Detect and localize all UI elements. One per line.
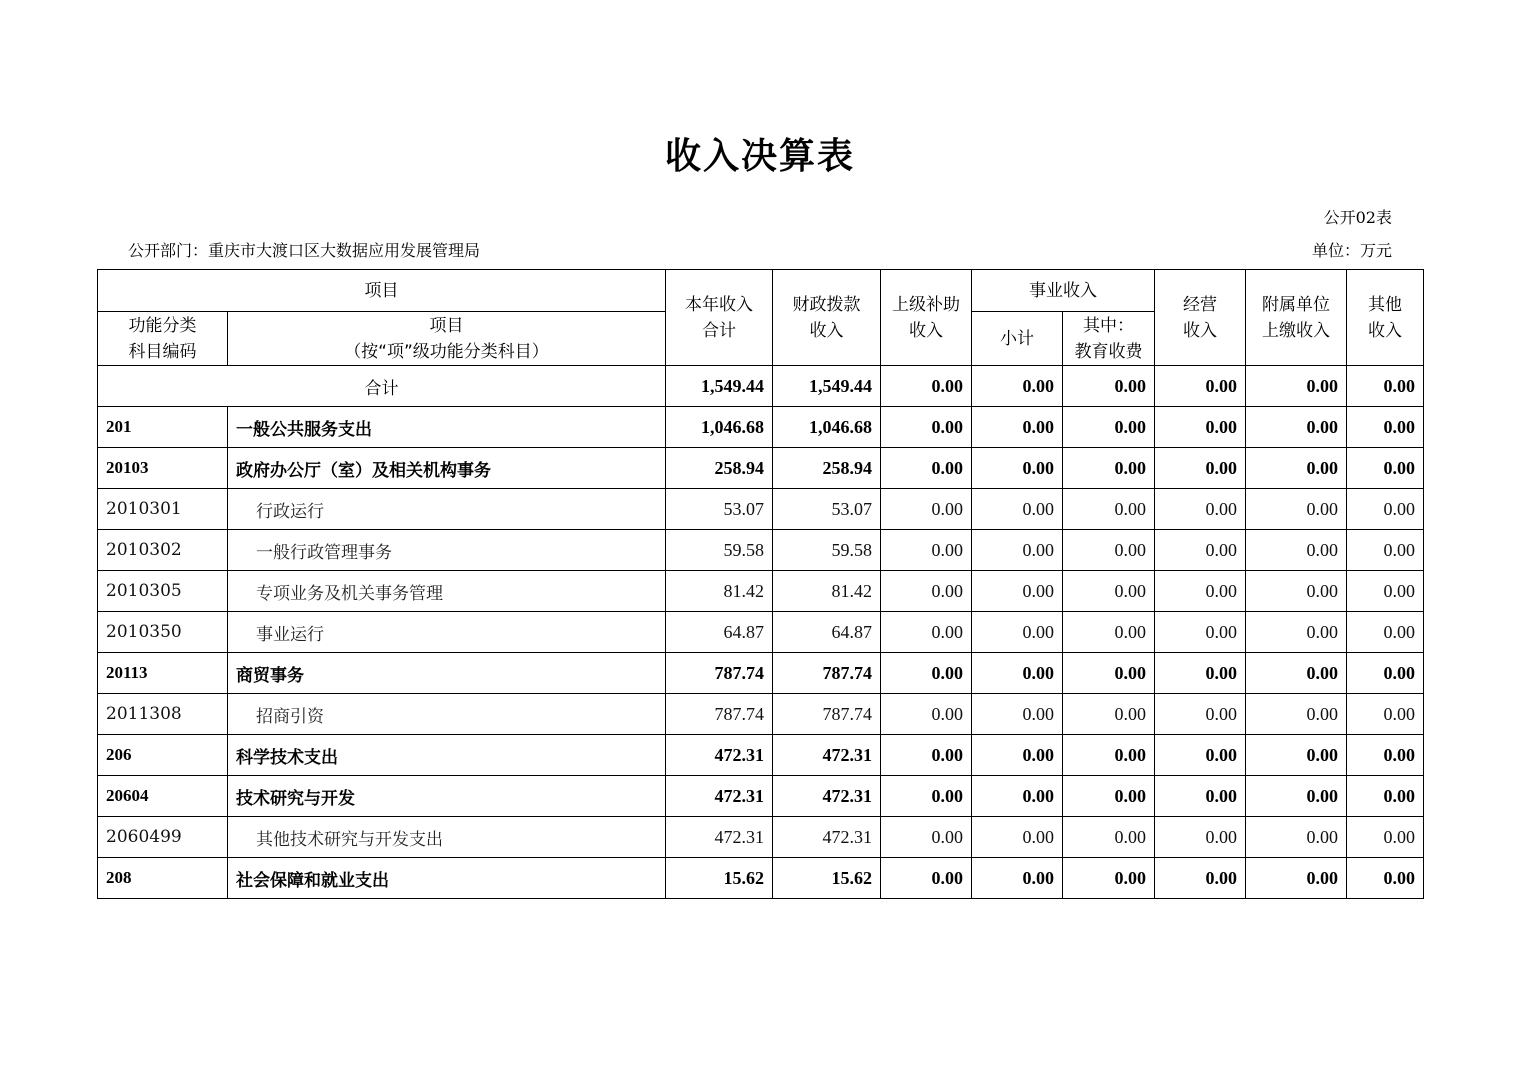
table-row xyxy=(98,571,1424,612)
row-name: 商贸事务 xyxy=(228,653,666,694)
row-value: 0.00 xyxy=(881,858,972,899)
table-row xyxy=(98,653,1424,694)
header-fiscal-income xyxy=(773,270,881,366)
row-value: 0.00 xyxy=(1063,489,1155,530)
row-code: 20604 xyxy=(98,776,228,817)
row-code: 20103 xyxy=(98,448,228,489)
row-code: 208 xyxy=(98,858,228,899)
row-value: 0.00 xyxy=(972,694,1063,735)
row-value: 0.00 xyxy=(1347,489,1424,530)
header-total-line1: 本年收入 xyxy=(685,294,753,315)
row-value: 0.00 xyxy=(1063,571,1155,612)
row-value: 0.00 xyxy=(1063,817,1155,858)
header-total-line2: 合计 xyxy=(702,320,736,341)
total-row xyxy=(98,366,1424,407)
row-value: 0.00 xyxy=(1347,407,1424,448)
header-operating-income xyxy=(1155,270,1246,366)
row-value: 787.74 xyxy=(666,653,773,694)
table-row xyxy=(98,776,1424,817)
total-cell: 1,549.44 xyxy=(666,366,773,407)
row-value: 0.00 xyxy=(1246,694,1347,735)
table-row xyxy=(98,612,1424,653)
row-value: 81.42 xyxy=(773,571,881,612)
table-row xyxy=(98,407,1424,448)
income-statement-table xyxy=(97,269,1424,899)
row-name: 技术研究与开发 xyxy=(228,776,666,817)
row-value: 0.00 xyxy=(881,612,972,653)
row-value: 0.00 xyxy=(972,489,1063,530)
row-value: 0.00 xyxy=(1155,694,1246,735)
row-name: 社会保障和就业支出 xyxy=(228,858,666,899)
row-value: 53.07 xyxy=(666,489,773,530)
row-value: 0.00 xyxy=(972,776,1063,817)
table-row xyxy=(98,858,1424,899)
total-cell: 0.00 xyxy=(1155,366,1246,407)
table-row xyxy=(98,489,1424,530)
row-code: 2010302 xyxy=(98,530,228,571)
row-value: 59.58 xyxy=(666,530,773,571)
row-value: 787.74 xyxy=(773,694,881,735)
row-value: 0.00 xyxy=(1246,571,1347,612)
row-value: 0.00 xyxy=(881,407,972,448)
row-value: 0.00 xyxy=(881,489,972,530)
row-value: 0.00 xyxy=(1246,817,1347,858)
row-value: 0.00 xyxy=(881,776,972,817)
table-body xyxy=(98,366,1424,899)
row-value: 0.00 xyxy=(881,694,972,735)
row-value: 0.00 xyxy=(1155,489,1246,530)
header-career-subtotal: 小计 xyxy=(972,312,1063,366)
row-code: 201 xyxy=(98,407,228,448)
row-value: 0.00 xyxy=(972,735,1063,776)
row-value: 0.00 xyxy=(881,530,972,571)
row-code: 206 xyxy=(98,735,228,776)
row-name: 招商引资 xyxy=(228,694,666,735)
row-value: 0.00 xyxy=(1347,612,1424,653)
header-other-income xyxy=(1347,270,1424,366)
row-value: 0.00 xyxy=(1155,407,1246,448)
row-value: 0.00 xyxy=(1063,694,1155,735)
row-value: 0.00 xyxy=(972,571,1063,612)
row-value: 0.00 xyxy=(1155,776,1246,817)
row-code: 20113 xyxy=(98,653,228,694)
row-value: 0.00 xyxy=(1063,612,1155,653)
row-value: 1,046.68 xyxy=(773,407,881,448)
row-value: 0.00 xyxy=(1155,448,1246,489)
row-value: 53.07 xyxy=(773,489,881,530)
row-value: 0.00 xyxy=(1063,407,1155,448)
header-operate-line2: 收入 xyxy=(1183,320,1217,341)
row-value: 15.62 xyxy=(666,858,773,899)
header-total-income xyxy=(666,270,773,366)
header-subsidy-line1: 上级补助 xyxy=(892,294,960,315)
row-value: 0.00 xyxy=(1155,571,1246,612)
header-career-education xyxy=(1063,312,1155,366)
row-value: 0.00 xyxy=(881,735,972,776)
header-other-line1: 其他 xyxy=(1368,294,1402,315)
row-name: 科学技术支出 xyxy=(228,735,666,776)
row-value: 1,046.68 xyxy=(666,407,773,448)
row-value: 0.00 xyxy=(1347,858,1424,899)
row-value: 64.87 xyxy=(666,612,773,653)
row-value: 0.00 xyxy=(1063,448,1155,489)
row-value: 0.00 xyxy=(972,858,1063,899)
row-value: 59.58 xyxy=(773,530,881,571)
header-subsidy-line2: 收入 xyxy=(909,320,943,341)
row-value: 0.00 xyxy=(1347,530,1424,571)
header-edu-line2: 教育收费 xyxy=(1074,341,1143,362)
total-cell: 0.00 xyxy=(1063,366,1155,407)
header-affiliate-income xyxy=(1246,270,1347,366)
row-value: 0.00 xyxy=(1347,448,1424,489)
row-value: 15.62 xyxy=(773,858,881,899)
row-value: 0.00 xyxy=(881,653,972,694)
row-code: 2010305 xyxy=(98,571,228,612)
page-title: 收入决算表 xyxy=(664,136,855,177)
row-value: 0.00 xyxy=(972,448,1063,489)
row-value: 787.74 xyxy=(666,694,773,735)
row-value: 0.00 xyxy=(1155,858,1246,899)
row-value: 472.31 xyxy=(666,817,773,858)
row-value: 0.00 xyxy=(1246,612,1347,653)
row-value: 0.00 xyxy=(1246,735,1347,776)
total-label: 合计 xyxy=(98,366,666,407)
row-value: 0.00 xyxy=(1063,858,1155,899)
row-value: 472.31 xyxy=(666,735,773,776)
row-name: 一般行政管理事务 xyxy=(228,530,666,571)
header-edu-line1: 其中： xyxy=(1083,315,1134,336)
row-value: 0.00 xyxy=(881,448,972,489)
row-value: 0.00 xyxy=(1347,817,1424,858)
row-code: 2060499 xyxy=(98,817,228,858)
header-code-line1: 功能分类 xyxy=(128,315,197,336)
row-value: 0.00 xyxy=(972,817,1063,858)
header-operate-line1: 经营 xyxy=(1183,294,1217,315)
unit-label: 单位：万元 xyxy=(1311,241,1392,260)
table-row xyxy=(98,694,1424,735)
header-name-column xyxy=(228,312,666,366)
header-fiscal-line2: 收入 xyxy=(809,320,844,341)
table-row xyxy=(98,448,1424,489)
row-value: 0.00 xyxy=(1246,530,1347,571)
department-label: 公开部门：重庆市大渡口区大数据应用发展管理局 xyxy=(128,241,481,260)
row-name: 其他技术研究与开发支出 xyxy=(228,817,666,858)
row-value: 0.00 xyxy=(1347,694,1424,735)
row-value: 0.00 xyxy=(1155,612,1246,653)
row-value: 0.00 xyxy=(1063,653,1155,694)
header-subsidy-income xyxy=(881,270,972,366)
table-row xyxy=(98,735,1424,776)
total-cell: 0.00 xyxy=(881,366,972,407)
row-value: 258.94 xyxy=(666,448,773,489)
header-name-line2: （按“项”级功能分类科目） xyxy=(344,341,549,362)
row-name: 事业运行 xyxy=(228,612,666,653)
total-cell: 0.00 xyxy=(1246,366,1347,407)
row-value: 0.00 xyxy=(1246,489,1347,530)
row-name: 专项业务及机关事务管理 xyxy=(228,571,666,612)
row-value: 0.00 xyxy=(972,530,1063,571)
row-value: 0.00 xyxy=(972,653,1063,694)
row-value: 472.31 xyxy=(773,817,881,858)
row-value: 0.00 xyxy=(1063,735,1155,776)
row-value: 0.00 xyxy=(1246,448,1347,489)
row-code: 2010301 xyxy=(98,489,228,530)
row-value: 81.42 xyxy=(666,571,773,612)
row-name: 行政运行 xyxy=(228,489,666,530)
row-value: 0.00 xyxy=(1246,653,1347,694)
row-value: 0.00 xyxy=(1246,858,1347,899)
header-affiliate-line2: 上缴收入 xyxy=(1262,320,1330,341)
header-project-group: 项目 xyxy=(98,270,666,312)
row-value: 0.00 xyxy=(1155,817,1246,858)
row-value: 787.74 xyxy=(773,653,881,694)
row-name: 一般公共服务支出 xyxy=(228,407,666,448)
row-value: 0.00 xyxy=(1063,530,1155,571)
row-value: 0.00 xyxy=(972,407,1063,448)
header-name-line1: 项目 xyxy=(429,315,464,336)
header-other-line2: 收入 xyxy=(1368,320,1402,341)
row-name: 政府办公厅（室）及相关机构事务 xyxy=(228,448,666,489)
form-number: 公开02表 xyxy=(1323,208,1392,227)
row-value: 0.00 xyxy=(1155,735,1246,776)
header-affiliate-line1: 附属单位 xyxy=(1262,294,1330,315)
row-value: 0.00 xyxy=(1347,735,1424,776)
row-value: 0.00 xyxy=(1155,653,1246,694)
row-value: 0.00 xyxy=(881,817,972,858)
row-value: 0.00 xyxy=(1246,776,1347,817)
total-cell: 0.00 xyxy=(972,366,1063,407)
header-code-line2: 科目编码 xyxy=(128,341,197,362)
row-value: 0.00 xyxy=(881,571,972,612)
total-cell: 0.00 xyxy=(1347,366,1424,407)
row-value: 258.94 xyxy=(773,448,881,489)
row-code: 2010350 xyxy=(98,612,228,653)
row-value: 0.00 xyxy=(1347,653,1424,694)
row-value: 472.31 xyxy=(666,776,773,817)
row-code: 2011308 xyxy=(98,694,228,735)
row-value: 0.00 xyxy=(972,612,1063,653)
row-value: 0.00 xyxy=(1063,776,1155,817)
header-career-group: 事业收入 xyxy=(972,270,1155,312)
table-row xyxy=(98,530,1424,571)
row-value: 0.00 xyxy=(1155,530,1246,571)
row-value: 0.00 xyxy=(1246,407,1347,448)
row-value: 472.31 xyxy=(773,776,881,817)
row-value: 64.87 xyxy=(773,612,881,653)
row-value: 472.31 xyxy=(773,735,881,776)
header-code-column xyxy=(98,312,228,366)
table-row xyxy=(98,817,1424,858)
row-value: 0.00 xyxy=(1347,571,1424,612)
header-fiscal-line1: 财政拨款 xyxy=(792,294,861,315)
total-cell: 1,549.44 xyxy=(773,366,881,407)
row-value: 0.00 xyxy=(1347,776,1424,817)
